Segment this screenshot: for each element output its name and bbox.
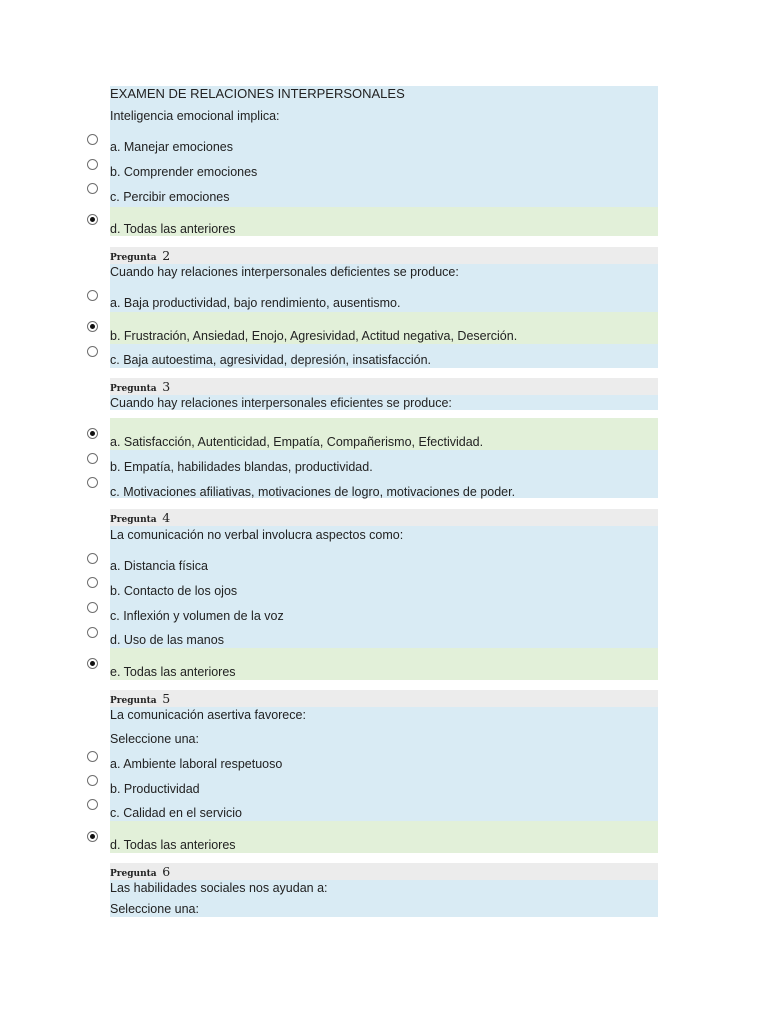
q3-option-a-label: a. Satisfacción, Autenticidad, Empatía, Compañerismo, Efectividad. [110,435,484,449]
q1-option-d-label: d. Todas las anteriores [110,222,236,236]
q5-option-a-radio[interactable] [87,751,98,762]
question-2-heading-word: Pregunta [110,253,157,263]
q4-option-a-radio[interactable] [87,553,98,564]
q5-option-a-label: a. Ambiente laboral respetuoso [110,757,283,771]
q5-option-d-label: d. Todas las anteriores [110,838,236,852]
question-2-text: Cuando hay relaciones interpersonales deficientes se produce: [110,265,459,279]
q2-option-a-label: a. Baja productividad, bajo rendimiento, ausentismo. [110,296,401,310]
q2-option-c-label: c. Baja autoestima, agresividad, depresión, insatisfacción. [110,353,432,367]
q4-option-e-radio[interactable] [87,658,98,669]
question-6-heading [110,864,170,881]
q1-option-c-radio[interactable] [87,183,98,194]
question-3-number: 3 [162,379,171,394]
q3-option-c-radio[interactable] [87,477,98,488]
question-2-heading [110,248,170,265]
q5-option-c-label: c. Calidad en el servicio [110,806,243,820]
question-5-heading-word: Pregunta [110,696,157,706]
q5-option-b-label: b. Productividad [110,782,200,796]
exam-title: EXAMEN DE RELACIONES INTERPERSONALES [110,86,405,101]
question-6-heading-word: Pregunta [110,869,157,879]
q3-option-a-radio[interactable] [87,428,98,439]
question-6-text: Las habilidades sociales nos ayudan a: [110,881,328,895]
question-6-header-bar [110,863,658,880]
q4-option-a-label: a. Distancia física [110,559,208,573]
q1-option-d-radio[interactable] [87,214,98,225]
q1-option-b-label: b. Comprender emociones [110,165,258,179]
q4-option-d-radio[interactable] [87,627,98,638]
q4-option-e-label: e. Todas las anteriores [110,665,236,679]
question-5-prompt: Seleccione una: [110,732,199,746]
q4-option-b-radio[interactable] [87,577,98,588]
question-6-number: 6 [162,864,171,879]
question-4-number: 4 [162,510,171,525]
q4-option-c-label: c. Inflexión y volumen de la voz [110,609,284,623]
question-6-prompt: Seleccione una: [110,902,199,916]
q3-option-c-label: c. Motivaciones afiliativas, motivaciones de logro, motivaciones de poder. [110,485,516,499]
q2-option-b-radio[interactable] [87,321,98,332]
question-2-header-bar [110,247,658,264]
question-2-number: 2 [162,248,171,263]
question-4-heading-word: Pregunta [110,515,157,525]
q4-option-c-radio[interactable] [87,602,98,613]
q1-option-a-radio[interactable] [87,134,98,145]
q1-option-b-radio[interactable] [87,159,98,170]
q5-option-c-radio[interactable] [87,799,98,810]
question-1-text: Inteligencia emocional implica: [110,109,280,123]
q3-option-b-radio[interactable] [87,453,98,464]
q5-option-d-radio[interactable] [87,831,98,842]
question-3-heading [110,379,170,396]
question-5-number: 5 [162,691,171,706]
q4-option-b-label: b. Contacto de los ojos [110,584,238,598]
question-3-header-bar [110,378,658,395]
q2-option-b-label: b. Frustración, Ansiedad, Enojo, Agresividad, Actitud negativa, Deserción. [110,329,518,343]
question-5-header-bar [110,690,658,707]
q2-option-c-radio[interactable] [87,346,98,357]
question-4-header-bar [110,509,658,526]
question-4-text: La comunicación no verbal involucra aspectos como: [110,528,404,542]
q1-option-c-label: c. Percibir emociones [110,190,230,204]
q1-option-a-label: a. Manejar emociones [110,140,233,154]
question-3-text: Cuando hay relaciones interpersonales eficientes se produce: [110,396,452,410]
question-3-heading-word: Pregunta [110,384,157,394]
question-5-text: La comunicación asertiva favorece: [110,708,306,722]
q2-option-a-radio[interactable] [87,290,98,301]
question-5-heading [110,691,170,708]
q3-option-b-label: b. Empatía, habilidades blandas, productividad. [110,460,373,474]
q5-option-b-radio[interactable] [87,775,98,786]
q4-option-d-label: d. Uso de las manos [110,633,224,647]
question-4-heading [110,510,170,527]
